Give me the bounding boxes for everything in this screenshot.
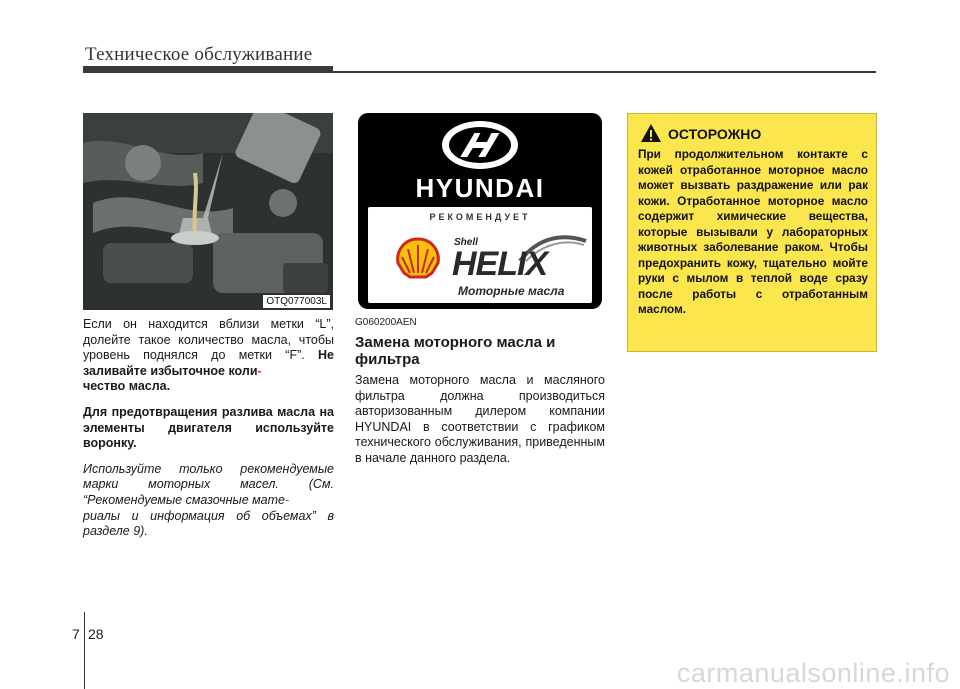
shell-pecten-icon [394, 237, 442, 281]
paragraph-oil-change: Замена моторного масла и масляного фильтра должна производиться авторизованным дилером компании HYUNDAI в соответствии с графиком технического обслуживания, приведенным в начале данного раздела. [355, 373, 605, 465]
header-rule-thick [83, 66, 333, 73]
warning-text: При продолжительном контакте с кожей отработанное моторное масло может вызвать раздражение или рак кожи. Отработанное моторное масло содержит химические вещества, которые вызывали у лабораторных животных заболевание раком. Чтобы предохранить кожу, тщательно мойте руки с мылом в теплой воде сразу после работы с отработанным маслом. [638, 147, 868, 316]
warning-triangle-icon [640, 122, 662, 144]
hyundai-wordmark: HYUNDAI [415, 173, 545, 203]
section-title: Техническое обслуживание [85, 44, 313, 65]
hyundai-shell-logo-card [358, 113, 602, 309]
section-code: G060200AEN [355, 317, 417, 328]
watermark: carmanualsonline.info [676, 658, 950, 688]
hyphen: - [285, 492, 290, 507]
recommends-label: РЕКОМЕНДУЕТ [429, 212, 531, 222]
chapter-number: 7 [72, 626, 80, 642]
section-heading: Замена моторного масла и фильтра [355, 334, 556, 368]
text-italic: риалы и информация об объемах” в разделе 9). [83, 508, 334, 539]
header-rule-thin [333, 71, 876, 73]
motor-oils-label: Моторные масла [458, 284, 565, 298]
text-normal: Если он находится вблизи метки “L”, долейте такое количество масла, чтобы уровень поднялся до метки “F”. [83, 317, 334, 363]
hyphen: - [257, 363, 262, 378]
photo-code: OTQ077003L [263, 295, 330, 308]
warning-title: ОСТОРОЖНО [668, 126, 762, 142]
warning-box [627, 113, 877, 352]
text-italic: Используйте только рекомендуемые марки моторных масел. (См. “Рекомендуемые смазочные мате [83, 461, 334, 507]
engine-photo [83, 113, 333, 310]
page-number: 28 [88, 626, 104, 642]
helix-wordmark: HELIX [452, 245, 548, 283]
column-left [83, 317, 334, 550]
footer-divider [84, 612, 85, 689]
hyundai-logo-icon [358, 113, 602, 175]
paragraph-oil-level [83, 317, 334, 395]
paragraph-recommended-oils [83, 462, 334, 540]
paragraph-funnel: Для предотвращения разлива масла на элементы двигателя используйте воронку. [83, 404, 334, 451]
shell-wordmark: Shell [454, 237, 478, 248]
text-bold: Не заливайте избыточное коли [83, 348, 334, 378]
column-middle [355, 317, 605, 477]
text-bold: чество масла. [83, 379, 171, 394]
